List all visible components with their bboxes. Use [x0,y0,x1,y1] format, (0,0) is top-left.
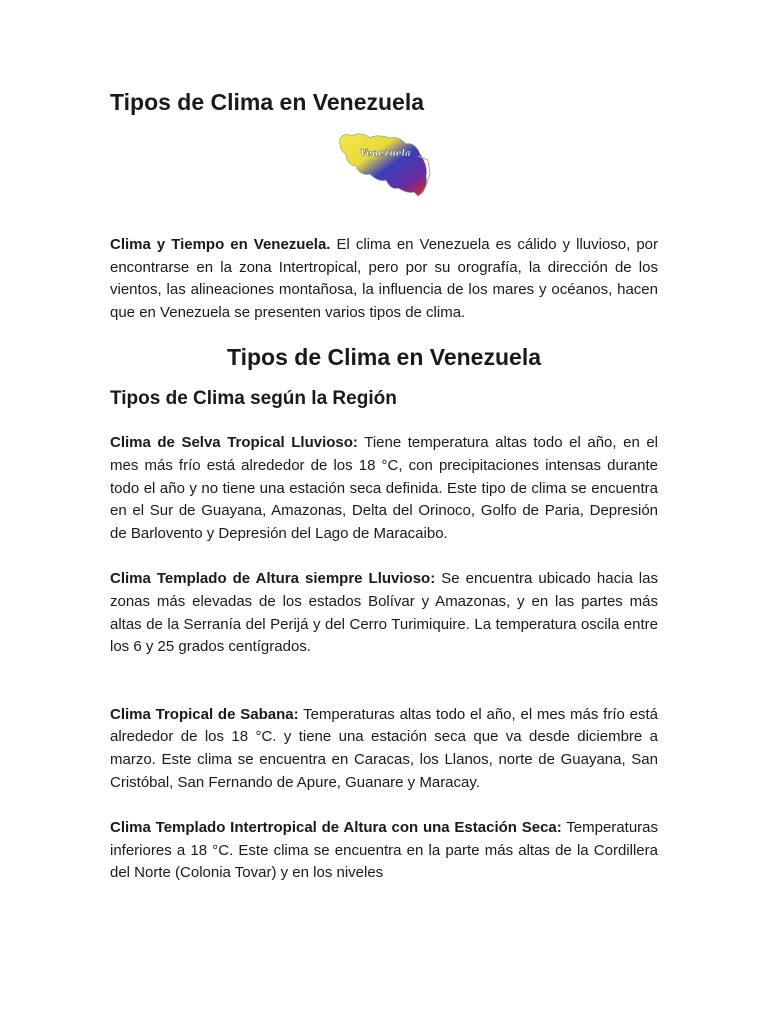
logo-text: Venezuela [360,149,411,159]
climate-paragraph-sabana [110,704,658,794]
section-heading: Tipos de Clima en Venezuela [226,344,541,371]
intro-text: El clima en Venezuela es cálido y lluvioso, por encontrarse en la zona Intertropical, pero por su orografía, la dirección de los vientos, las alineaciones montañosa, la influencia de los mares y océanos, hacen que en Venezuela se presenten varios tipos de clima. [110,236,658,321]
intro-lead: Clima y Tiempo en Venezuela. [110,236,331,253]
climate-paragraph-selva [110,432,658,545]
document-content [110,88,658,885]
climate-text: Tiene temperatura altas todo el año, en el mes más frío está alrededor de los 18 °C, con precipitaciones intensas durante todo el año y no tiene una estación seca definida. Este tipo de clima se encuentra en el Sur de Guayana, Amazonas, Delta del Orinoco, Golfo de Paria, Depresión de Barlovento y Depresión del Lago de Maracaibo. [110,434,659,542]
climate-paragraph-templado-intertropical [110,817,658,885]
venezuela-map-image [110,126,658,226]
climate-text: Temperaturas altas todo el año, el mes más frío está alrededor de los 18 °C. y tiene una estación seca que va desde diciembre a marzo. Este clima se encuentra en Caracas, los Llanos, norte de Guayana, San Cristóbal, San Fernando de Apure, Guanare y Maracay. [110,705,658,791]
climate-paragraph-templado-altura [110,568,658,658]
section-subheading: Tipos de Clima según la Región [110,388,397,410]
intro-paragraph [110,234,658,324]
climate-text: Se encuentra ubicado hacia las zonas más elevadas de los estados Bolívar y Amazonas, y en las partes más altas de la Serranía del Perijá y del Cerro Turimiquire. La temperatura oscila entre los 6 y 25 grados centígrados. [110,570,658,656]
page-title: Tipos de Clima en Venezuela [110,89,425,115]
climate-lead: Clima de Selva Tropical Lluvioso: [110,434,358,452]
climate-text: Temperaturas inferiores a 18 °C. Este clima se encuentra en la parte más altas de la Cordillera del Norte (Colonia Tovar) y en los niveles [110,819,658,882]
climate-lead: Clima Templado de Altura siempre Lluvioso: [110,570,436,588]
climate-lead: Clima Tropical de Sabana: [110,705,299,723]
venezuela-map-icon [332,126,436,200]
climate-lead: Clima Templado Intertropical de Altura con una Estación Seca: [110,819,562,837]
